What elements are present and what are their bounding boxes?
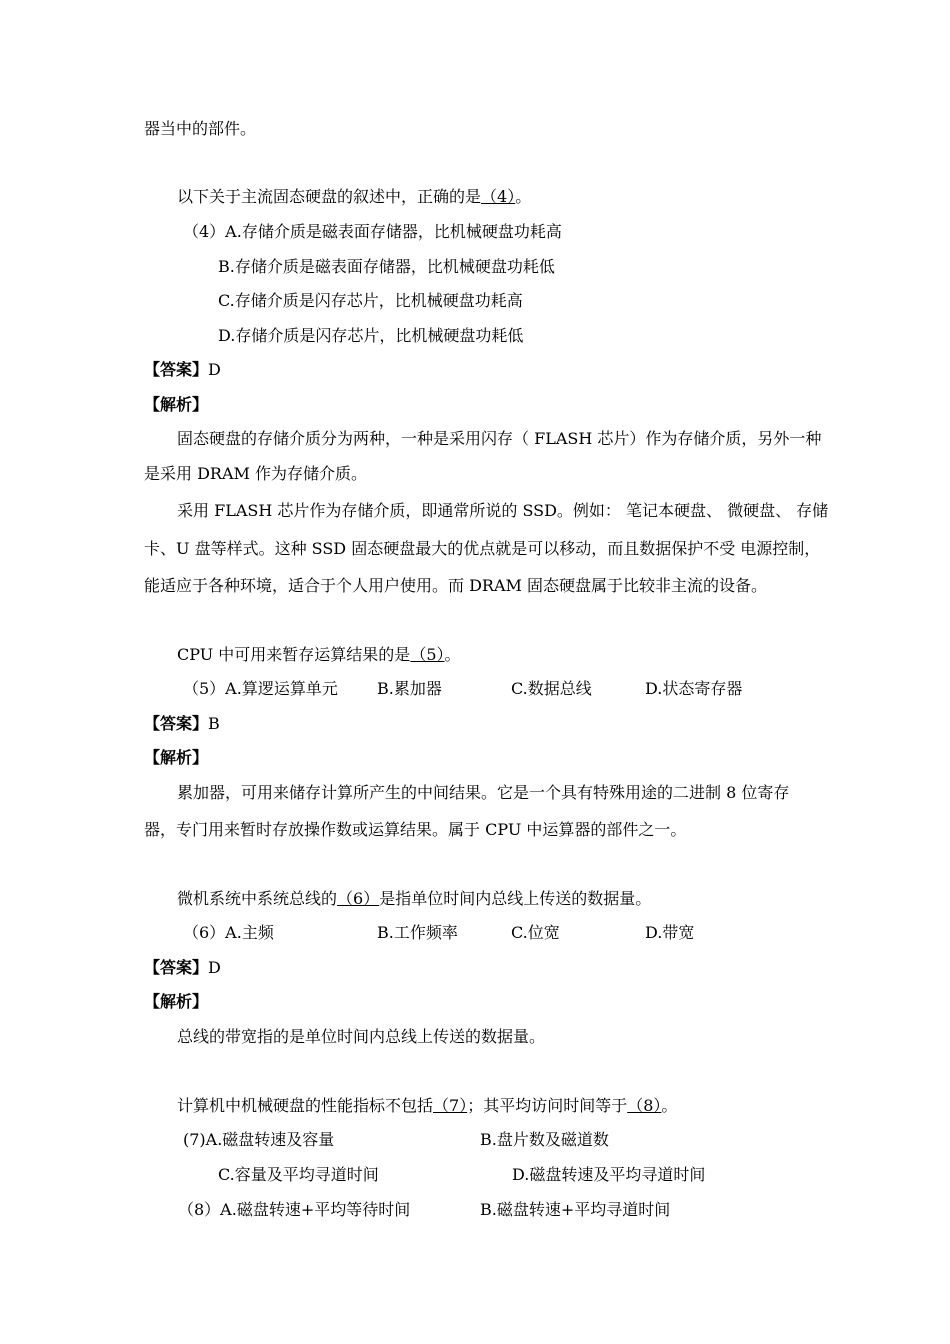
q5-option-b: B.累加器 bbox=[377, 679, 442, 698]
q4-analysis-line: 是采用 DRAM 作为存储介质。 bbox=[144, 464, 367, 483]
q7-option-a: (7)A.磁盘转速及容量 bbox=[183, 1130, 335, 1149]
q5-analysis-line: 累加器，可用来储存计算所产生的中间结果。它是一个具有特殊用途的二进制 8 位寄存 bbox=[177, 783, 790, 802]
q4-option-c: C.存储介质是闪存芯片，比机械硬盘功耗高 bbox=[218, 291, 523, 310]
q8-blank: （8） bbox=[627, 1096, 662, 1115]
q4-stem-text: 以下关于主流固态硬盘的叙述中，正确的是 bbox=[177, 187, 482, 206]
q4-blank: （4） bbox=[481, 187, 516, 206]
answer-value: D bbox=[208, 958, 221, 977]
q7-option-b: B.盘片数及磁道数 bbox=[480, 1130, 609, 1149]
q4-answer bbox=[144, 359, 221, 381]
answer-value: D bbox=[208, 360, 221, 379]
q4-stem-end: 。 bbox=[515, 187, 532, 206]
q6-option-a: （6）A.主频 bbox=[183, 923, 274, 942]
q4-option-d: D.存储介质是闪存芯片，比机械硬盘功耗低 bbox=[218, 326, 524, 345]
answer-label: 【答案】 bbox=[144, 714, 209, 733]
q6-answer bbox=[144, 957, 221, 979]
q5-stem-end: 。 bbox=[444, 645, 461, 664]
analysis-label: 【解析】 bbox=[144, 395, 209, 414]
q4-option-a: （4）A.存储介质是磁表面存储器，比机械硬盘功耗高 bbox=[183, 222, 562, 241]
q6-option-d: D.带宽 bbox=[645, 923, 695, 942]
q8-option-a: （8）A.磁盘转速+平均等待时间 bbox=[178, 1200, 411, 1219]
analysis-label: 【解析】 bbox=[144, 992, 209, 1011]
q5-option-c: C.数据总线 bbox=[511, 679, 592, 698]
q7-option-d: D.磁盘转速及平均寻道时间 bbox=[512, 1165, 706, 1184]
q78-stem-mid: ；其平均访问时间等于 bbox=[467, 1096, 628, 1115]
answer-label: 【答案】 bbox=[144, 958, 209, 977]
q78-stem-text: 计算机中机械硬盘的性能指标不包括 bbox=[177, 1096, 434, 1115]
q5-analysis-line: 器，专门用来暂时存放操作数或运算结果。属于 CPU 中运算器的部件之一。 bbox=[144, 820, 687, 839]
q5-option-d: D.状态寄存器 bbox=[645, 679, 743, 698]
q5-answer bbox=[144, 713, 220, 735]
q3-continuation-text: 器当中的部件。 bbox=[144, 119, 257, 138]
answer-value: B bbox=[208, 714, 220, 733]
q5-stem bbox=[177, 644, 461, 666]
q4-analysis-line: 卡、U 盘等样式。这种 SSD 固态硬盘最大的优点就是可以移动，而且数据保护不受 电源控制， bbox=[144, 539, 821, 558]
q5-blank: （5） bbox=[410, 645, 445, 664]
q7-option-c: C.容量及平均寻道时间 bbox=[218, 1165, 379, 1184]
q4-analysis-line: 采用 FLASH 芯片作为存储介质，即通常所说的 SSD。例如： 笔记本硬盘、 微硬盘、 存储 bbox=[177, 501, 829, 520]
answer-label: 【答案】 bbox=[144, 360, 209, 379]
q6-analysis-line: 总线的带宽指的是单位时间内总线上传送的数据量。 bbox=[177, 1027, 546, 1046]
q6-stem-end: 是指单位时间内总线上传送的数据量。 bbox=[379, 889, 652, 908]
q7-blank: （7） bbox=[433, 1096, 468, 1115]
q78-stem-end: 。 bbox=[661, 1096, 678, 1115]
q6-blank: （6） bbox=[337, 889, 380, 908]
q4-option-b: B.存储介质是磁表面存储器，比机械硬盘功耗低 bbox=[218, 257, 555, 276]
q5-option-a: （5）A.算逻运算单元 bbox=[183, 679, 338, 698]
q4-analysis-line: 固态硬盘的存储介质分为两种，一种是采用闪存（ FLASH 芯片）作为存储介质，另外一种 bbox=[177, 429, 822, 448]
q6-stem bbox=[177, 888, 651, 910]
q8-option-b: B.磁盘转速+平均寻道时间 bbox=[480, 1200, 671, 1219]
analysis-label: 【解析】 bbox=[144, 748, 209, 767]
q5-stem-text: CPU 中可用来暂存运算结果的是 bbox=[177, 645, 411, 664]
q4-stem bbox=[177, 186, 531, 208]
q6-stem-text: 微机系统中系统总线的 bbox=[177, 889, 338, 908]
q6-option-c: C.位宽 bbox=[511, 923, 560, 942]
q78-stem bbox=[177, 1095, 677, 1117]
q6-option-b: B.工作频率 bbox=[377, 923, 458, 942]
q4-analysis-line: 能适应于各种环境，适合于个人用户使用。而 DRAM 固态硬盘属于比较非主流的设备。 bbox=[144, 576, 767, 595]
